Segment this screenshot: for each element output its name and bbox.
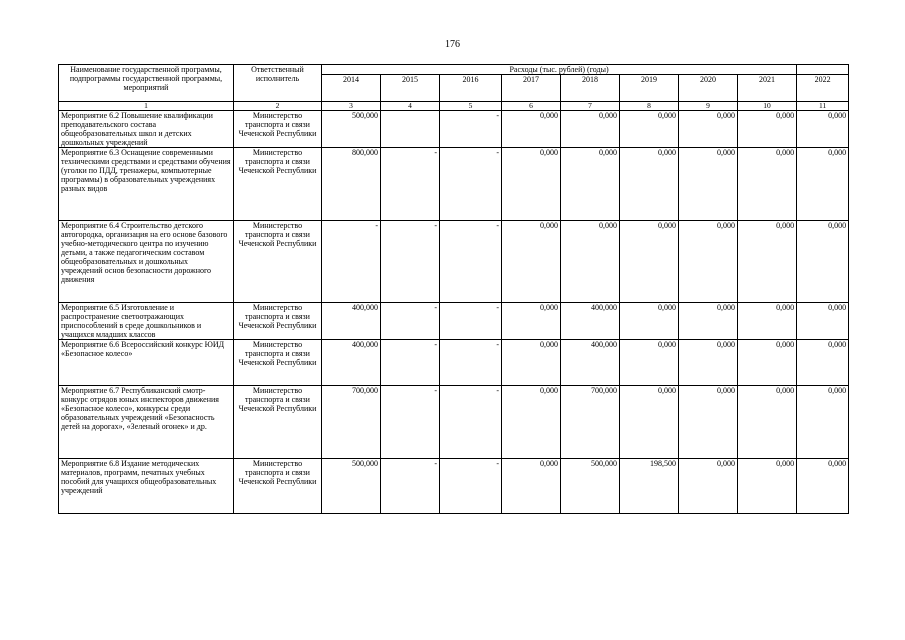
activity-name: Мероприятие 6.2 Повышение квалификации преподавательского состава общеобразовательных школ и детских дошкольных учреждений (59, 111, 234, 148)
expense-value: 400,000 (322, 340, 381, 386)
table-row (59, 221, 849, 303)
expense-value: - (440, 148, 502, 221)
expense-value: 400,000 (561, 303, 620, 340)
responsible-executor: Министерство транспорта и связи Чеченской Республики (234, 303, 322, 340)
header-col-number: 1 (59, 102, 234, 111)
header-year: 2015 (381, 75, 440, 102)
expense-value: 0,000 (502, 111, 561, 148)
expense-value: 0,000 (797, 459, 849, 514)
expense-value: 0,000 (738, 111, 797, 148)
expense-value: - (381, 386, 440, 459)
header-col-number: 8 (620, 102, 679, 111)
header-col-number: 9 (679, 102, 738, 111)
expense-value: 0,000 (679, 386, 738, 459)
header-numbers-row (59, 102, 849, 111)
expense-value: - (322, 221, 381, 303)
expense-value: 500,000 (322, 111, 381, 148)
expense-value: - (440, 386, 502, 459)
expense-value: 0,000 (738, 303, 797, 340)
expense-value: 0,000 (502, 386, 561, 459)
expense-value: 0,000 (561, 148, 620, 221)
header-col-number: 2 (234, 102, 322, 111)
expense-value: 400,000 (322, 303, 381, 340)
header-col-number: 5 (440, 102, 502, 111)
responsible-executor: Министерство транспорта и связи Чеченской Республики (234, 340, 322, 386)
expense-value: - (440, 459, 502, 514)
header-col-number: 7 (561, 102, 620, 111)
expense-value: - (381, 221, 440, 303)
header-col-number: 4 (381, 102, 440, 111)
expense-value: 0,000 (620, 303, 679, 340)
expense-value: 0,000 (620, 340, 679, 386)
header-col-number: 10 (738, 102, 797, 111)
expense-value: 0,000 (561, 221, 620, 303)
expense-value: 0,000 (797, 111, 849, 148)
header-col-number: 6 (502, 102, 561, 111)
header-year: 2019 (620, 75, 679, 102)
header-col-number: 11 (797, 102, 849, 111)
expense-value: - (440, 221, 502, 303)
page-number: 176 (445, 39, 460, 50)
expense-value: 0,000 (797, 221, 849, 303)
header-year: 2018 (561, 75, 620, 102)
header-col-number: 3 (322, 102, 381, 111)
expense-value: 800,000 (322, 148, 381, 221)
expense-value: 0,000 (561, 111, 620, 148)
responsible-executor: Министерство транспорта и связи Чеченской Республики (234, 111, 322, 148)
expense-value: - (381, 148, 440, 221)
table-row (59, 111, 849, 148)
activity-name: Мероприятие 6.6 Всероссийский конкурс ЮИД «Безопасное колесо» (59, 340, 234, 386)
expense-value: 0,000 (679, 303, 738, 340)
expense-value: 0,000 (738, 221, 797, 303)
expense-value: 500,000 (322, 459, 381, 514)
expense-value: 0,000 (679, 221, 738, 303)
header-name: Наименование государственной программы, подпрограммы государственной программы, мероприятий (59, 65, 234, 102)
header-year: 2021 (738, 75, 797, 102)
activity-name: Мероприятие 6.5 Изготовление и распространение светоотражающих приспособлений в среде дошкольников и учащихся младших классов (59, 303, 234, 340)
expense-value: 0,000 (797, 148, 849, 221)
expense-value: 400,000 (561, 340, 620, 386)
activity-name: Мероприятие 6.3 Оснащение современными техническими средствами и средствами обучения (уголки по ПДД, тренажеры, компьютерные программы) в образовательных учреждениях разных видов (59, 148, 234, 221)
expense-value: 0,000 (679, 340, 738, 386)
expense-value: 0,000 (620, 386, 679, 459)
header-year: 2014 (322, 75, 381, 102)
expense-value: 0,000 (502, 459, 561, 514)
header-year: 2020 (679, 75, 738, 102)
header-year: 2017 (502, 75, 561, 102)
responsible-executor: Министерство транспорта и связи Чеченской Республики (234, 386, 322, 459)
expense-value: - (440, 303, 502, 340)
expense-value: 0,000 (620, 148, 679, 221)
table-row (59, 303, 849, 340)
activity-name: Мероприятие 6.8 Издание методических материалов, программ, печатных учебных пособий для учащихся общеобразовательных учреждений (59, 459, 234, 514)
expense-value: 0,000 (502, 148, 561, 221)
responsible-executor: Министерство транспорта и связи Чеченской Республики (234, 221, 322, 303)
table-row (59, 386, 849, 459)
header-blank (797, 65, 849, 75)
expense-value: 500,000 (561, 459, 620, 514)
expense-value: - (381, 340, 440, 386)
expense-value: 0,000 (502, 221, 561, 303)
header-year: 2022 (797, 75, 849, 102)
expense-value: 0,000 (797, 340, 849, 386)
expense-value: - (381, 303, 440, 340)
expense-value: - (381, 459, 440, 514)
header-expenses: Расходы (тыс. рублей) (годы) (322, 65, 797, 75)
expense-value: - (440, 340, 502, 386)
expense-value: 0,000 (797, 386, 849, 459)
responsible-executor: Министерство транспорта и связи Чеченской Республики (234, 459, 322, 514)
table-row (59, 148, 849, 221)
expense-value: 0,000 (738, 340, 797, 386)
expense-value: 0,000 (620, 221, 679, 303)
expense-value: 0,000 (620, 111, 679, 148)
expense-value: 0,000 (738, 148, 797, 221)
table-row (59, 340, 849, 386)
activity-name: Мероприятие 6.7 Республиканский смотр-конкурс отрядов юных инспекторов движения «Безопасное колесо», конкурсы среди образовательных учреждений «Безопасность детей на дорогах», «Зеленый огонек» и др. (59, 386, 234, 459)
expense-value: 700,000 (561, 386, 620, 459)
expense-value: 0,000 (679, 148, 738, 221)
header-year: 2016 (440, 75, 502, 102)
table-row (59, 459, 849, 514)
responsible-executor: Министерство транспорта и связи Чеченской Республики (234, 148, 322, 221)
expense-value: 0,000 (738, 386, 797, 459)
expense-value: 0,000 (738, 459, 797, 514)
expense-value: 0,000 (797, 303, 849, 340)
header-executor: Ответственный исполнитель (234, 65, 322, 102)
expense-value: 700,000 (322, 386, 381, 459)
expense-value: - (440, 111, 502, 148)
expense-value: 0,000 (502, 303, 561, 340)
expense-value: 198,500 (620, 459, 679, 514)
activity-name: Мероприятие 6.4 Строительство детского автогородка, организация на его основе базового учебно-методического центра по изучению детьми, а также педагогическим составом общеобразовательных и дошкольных учреждений основ безопасности дорожного движения (59, 221, 234, 303)
expense-value: 0,000 (502, 340, 561, 386)
expense-value: 0,000 (679, 111, 738, 148)
budget-table (58, 64, 849, 514)
expense-value (381, 111, 440, 148)
expense-value: 0,000 (679, 459, 738, 514)
